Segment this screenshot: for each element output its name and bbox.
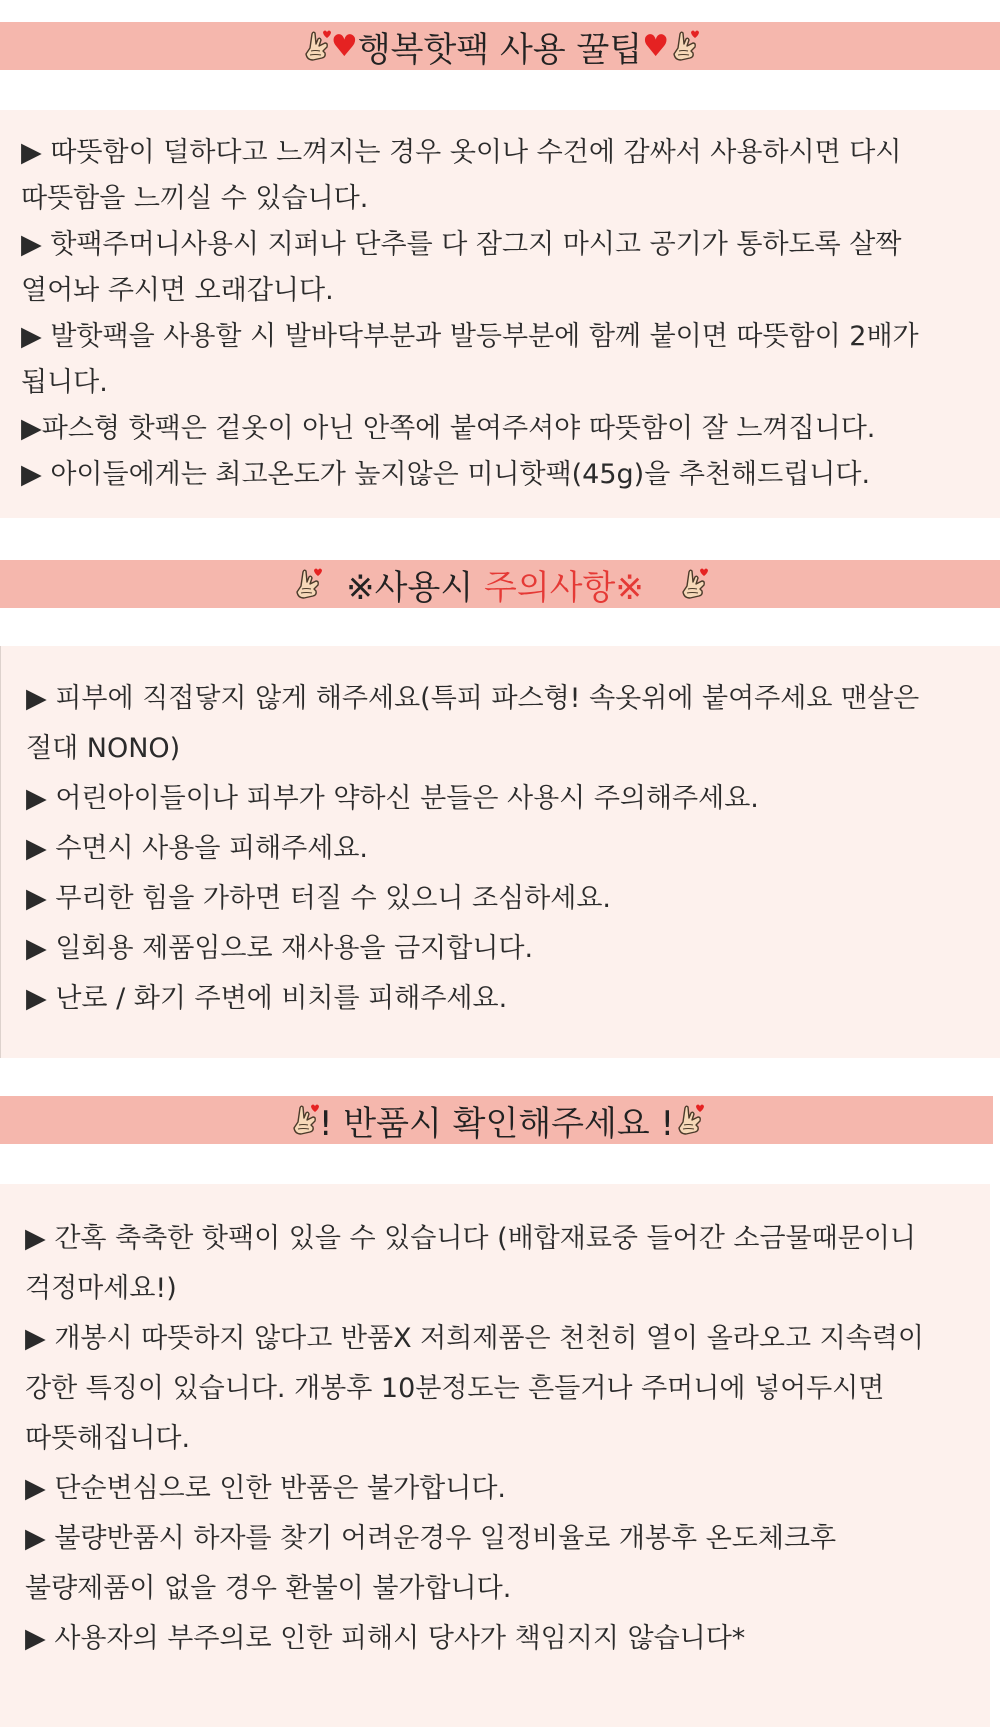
caution-title: ※사용시 주의사항※	[346, 567, 644, 608]
returns-line: ▶ 사용자의 부주의로 인한 피해시 당사가 책임지지 않습니다*	[25, 1623, 746, 1654]
caution-line: ▶ 일회용 제품임으로 재사용을 금지합니다.	[26, 933, 534, 964]
returns-line: 걱정마세요!)	[25, 1273, 177, 1304]
caution-line: 절대 NONO)	[26, 733, 181, 764]
caution-banner	[0, 560, 1000, 608]
tips-line: 열어놔 주시면 오래갑니다.	[21, 275, 334, 306]
returns-line: 강한 특징이 있습니다. 개봉후 10분정도는 흔들거나 주머니에 넣어두시면	[25, 1373, 885, 1404]
finger-heart-icon	[301, 29, 331, 63]
returns-line: ▶ 개봉시 따뜻하지 않다고 반품X 저희제품은 천천히 열이 올라오고 지속력이	[25, 1323, 924, 1354]
returns-banner	[0, 1096, 993, 1144]
returns-panel	[0, 1184, 990, 1727]
tips-line: ▶ 아이들에게는 최고온도가 높지않은 미니핫팩(45g)을 추천해드립니다.	[21, 459, 871, 490]
returns-line: 불량제품이 없을 경우 환불이 불가합니다.	[25, 1573, 512, 1604]
returns-title: ! 반품시 확인해주세요 !	[318, 1103, 675, 1144]
tips-line: 따뜻함을 느끼실 수 있습니다.	[21, 183, 369, 214]
tips-title: 행복핫팩 사용 꿀팁	[357, 29, 643, 70]
finger-heart-icon	[289, 1103, 319, 1137]
red-heart-icon: ♥	[330, 28, 358, 64]
returns-line: ▶ 간혹 축축한 핫팩이 있을 수 있습니다 (배합재료중 들어간 소금물때문이니	[25, 1223, 916, 1254]
returns-line: ▶ 단순변심으로 인한 반품은 불가합니다.	[25, 1473, 506, 1504]
caution-line: ▶ 난로 / 화기 주변에 비치를 피해주세요.	[26, 983, 508, 1014]
returns-line: ▶ 불량반품시 하자를 찾기 어려운경우 일정비율로 개봉후 온도체크후	[25, 1523, 837, 1554]
tips-line: ▶ 따뜻함이 덜하다고 느껴지는 경우 옷이나 수건에 감싸서 사용하시면 다시	[21, 137, 902, 168]
returns-line: 따뜻해집니다.	[25, 1423, 191, 1454]
finger-heart-icon	[674, 1103, 704, 1137]
caution-title-highlight: 주의사항※	[483, 567, 644, 608]
caution-line: ▶ 수면시 사용을 피해주세요.	[26, 833, 368, 864]
caution-line: ▶ 어린아이들이나 피부가 약하신 분들은 사용시 주의해주세요.	[26, 783, 759, 814]
finger-heart-icon	[669, 29, 699, 63]
tips-line: ▶ 발핫팩을 사용할 시 발바닥부분과 발등부분에 함께 붙이면 따뜻함이 2배가	[21, 321, 919, 352]
tips-line: ▶ 핫팩주머니사용시 지퍼나 단추를 다 잠그지 마시고 공기가 통하도록 살짝	[21, 229, 902, 260]
red-heart-icon: ♥	[642, 28, 670, 64]
tips-line: 됩니다.	[21, 367, 108, 398]
tips-panel	[0, 110, 1000, 518]
caution-line: ▶ 피부에 직접닿지 않게 해주세요(특피 파스형! 속옷위에 붙여주세요 맨살은	[26, 683, 920, 714]
tips-line: ▶파스형 핫팩은 겉옷이 아닌 안쪽에 붙여주셔야 따뜻함이 잘 느껴집니다.	[21, 413, 876, 444]
caution-line: ▶ 무리한 힘을 가하면 터질 수 있으니 조심하세요.	[26, 883, 611, 914]
tips-banner	[0, 22, 1000, 70]
finger-heart-icon	[678, 567, 708, 601]
finger-heart-icon	[292, 567, 322, 601]
caution-panel	[0, 646, 1000, 1058]
